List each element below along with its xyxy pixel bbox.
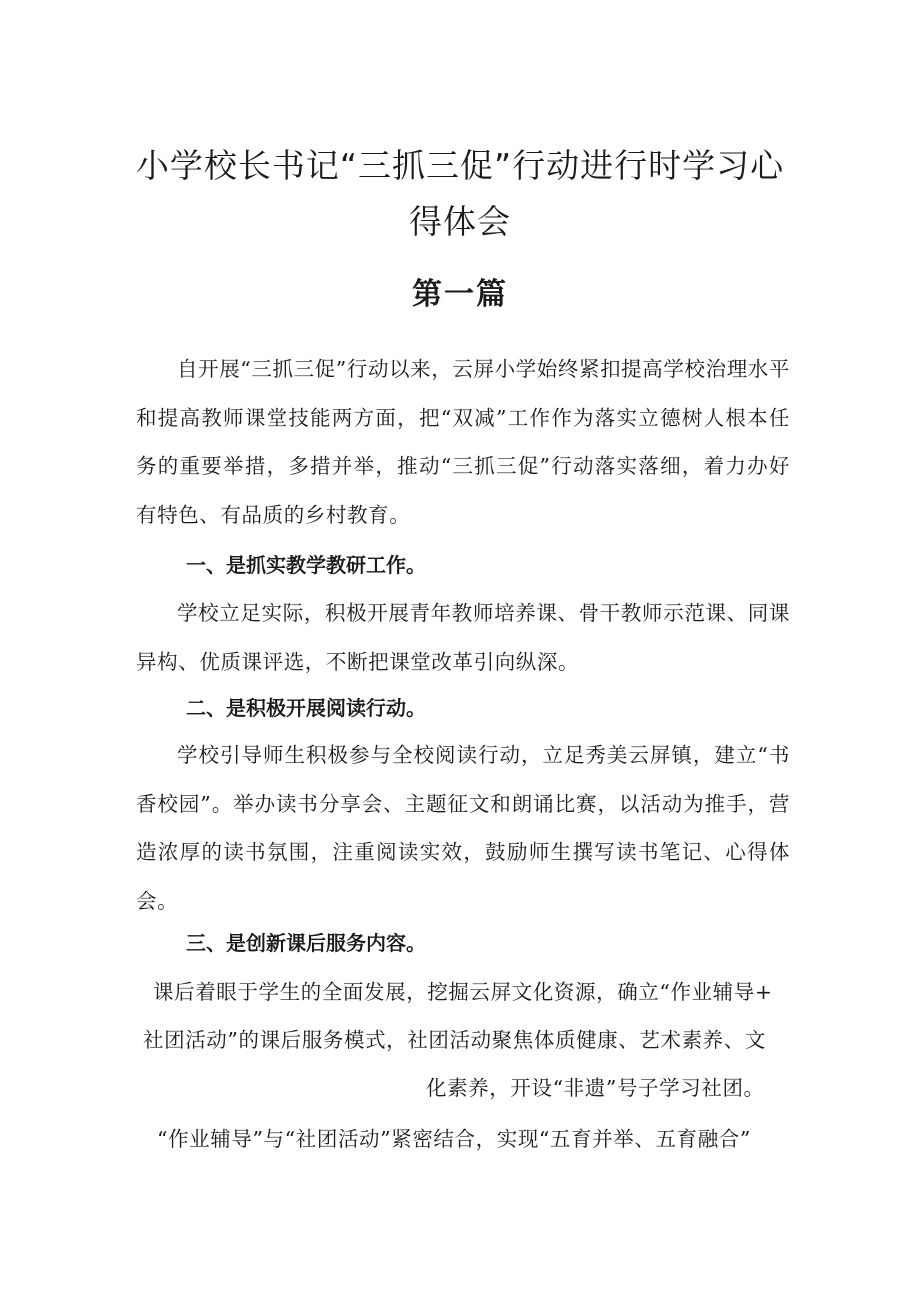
paragraph-three-line-2: 社团活动”的课后服务模式，社团活动聚焦体质健康、艺术素养、文	[143, 1028, 766, 1052]
paragraph-four-line-1: “作业辅导”与“社团活动”紧密结合，实现“五育并举、五育融合”	[157, 1127, 751, 1151]
document-title: 小学校长书记“三抓三促”行动进行时学习心得体会	[135, 146, 785, 241]
heading-one: 一、是抓实教学教研工作。	[186, 553, 426, 577]
paragraph-three-line-1: 课后着眼于学生的全面发展，挖掘云屏文化资源，确立“作业辅导+	[153, 980, 773, 1004]
heading-two: 二、是积极开展阅读行动。	[186, 696, 426, 720]
intro-paragraph: 自开展“三抓三促”行动以来，云屏小学始终紧扣提高学校治理水平和提高教师课堂技能两方面，把“双减”工作作为落实立德树人根本任务的重要举措，多措并举，推动“三抓三促”行动落实落细，着力办好有特色、有品质的乡村教育。	[136, 357, 790, 527]
paragraph-one: 学校立足实际，积极开展青年教师培养课、骨干教师示范课、同课异构、优质课评选，不断把课堂改革引向纵深。	[136, 601, 790, 674]
heading-three: 三、是创新课后服务内容。	[186, 931, 426, 955]
section-title: 第一篇	[412, 277, 508, 312]
paragraph-three-line-3: 化素养，开设“非遗”号子学习社团。	[426, 1076, 765, 1100]
paragraph-two: 学校引导师生积极参与全校阅读行动，立足秀美云屏镇，建立“书香校园”。举办读书分享会、主题征文和朗诵比赛，以活动为推手，营造浓厚的读书氛围，注重阅读实效，鼓励师生撰写读书笔记、心得体会。	[136, 743, 790, 913]
